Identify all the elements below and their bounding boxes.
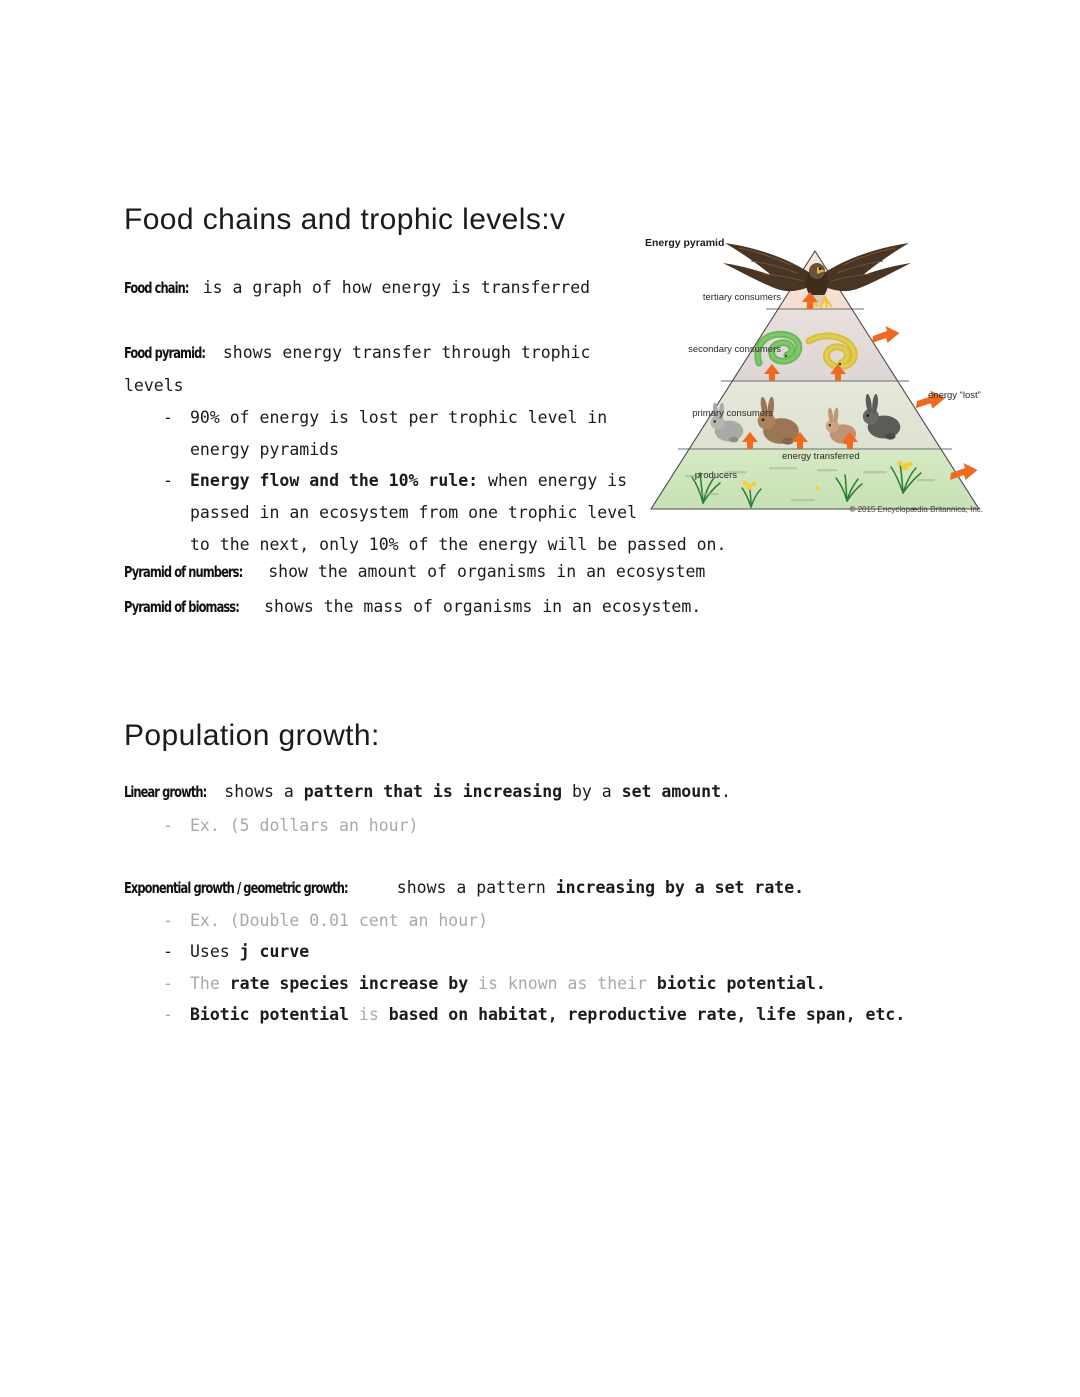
entry-text-food-chain: is a graph of how energy is transferred [202,278,591,297]
figure-label-energy-lost: energy “lost” [928,390,981,401]
bullet-marker-exp-example: - [163,911,173,930]
bullet-text-j-curve [190,942,309,961]
figure-copyright: © 2015 Encyclopædia Britannica, Inc. [849,505,983,514]
entry-label-pyramid-of-numbers: Pyramid of numbers: [124,563,243,581]
figure-label-primary-consumers: primary consumers [692,408,773,419]
exp-text-1: shows a pattern [396,878,556,897]
bullet-marker-biotic-potential-def: - [163,974,173,993]
entry-label-exponential-growth: Exponential growth / geometric growth: [124,879,348,897]
bullet-text-exp-example: Ex. (Double 0.01 cent an hour) [190,911,489,930]
entry-text-pyramid-of-numbers: show the amount of organisms in an ecosystem [268,562,706,581]
entry-label-pyramid-of-biomass: Pyramid of biomass: [124,598,239,616]
entry-text-food-pyramid-a: shows energy transfer through trophic [222,343,591,362]
page-title-population-growth: Population growth: [124,719,380,752]
linear-bold-2: set amount [621,782,722,801]
entry-label-linear-growth: Linear growth: [124,783,207,801]
entry-text-food-pyramid-b: levels [124,376,184,395]
energy-pyramid-figure [641,231,989,516]
bp-def-bold-1: rate species increase by [229,974,469,993]
linear-text-1: shows a [224,782,304,801]
entry-label-food-chain: Food chain: [124,279,189,297]
figure-label-producers: producers [694,470,737,481]
figure-label-energy-transferred: energy transferred [782,451,860,462]
bullet-text-10-percent-rule-line2: passed in an ecosystem from one trophic level [190,503,638,522]
bullet-text-biotic-potential-basis [190,1005,905,1024]
bullet-marker-linear-example: - [163,816,173,835]
bullet-marker-10-percent-rule: - [163,471,173,490]
entry-label-food-pyramid: Food pyramid: [124,344,206,362]
bullet-text-10-percent-rule-line1 [190,471,627,490]
linear-text-3: . [721,782,731,801]
bullet-marker-90-percent: - [163,408,173,427]
bp-basis-gray-1: is [348,1005,389,1024]
bold-lead-10-percent-rule: Energy flow and the 10% rule: [190,471,479,490]
entry-food-pyramid-line2 [124,376,184,395]
exp-bold-1: increasing by a set rate. [555,878,805,897]
bullet-text-10-percent-rule-line3: to the next, only 10% of the energy will be passed on. [190,535,727,554]
linear-bold-1: pattern that is increasing [303,782,563,801]
bullet-marker-biotic-potential-basis: - [163,1005,173,1024]
figure-label-secondary-consumers: secondary consumers [688,344,781,355]
bp-basis-bold-1: Biotic potential [190,1005,349,1024]
bp-def-gray-2: is known as their [468,974,657,993]
bullet-text-90-percent-line2: energy pyramids [190,440,340,459]
rule-text-a: when energy is [478,471,628,490]
j-curve-plain: Uses [190,942,240,961]
bp-def-bold-2: biotic potential. [656,974,826,993]
bullet-text-linear-example: Ex. (5 dollars an hour) [190,816,419,835]
bullet-text-90-percent-line1: 90% of energy is lost per trophic level in [190,408,608,427]
page-title-food-chains: Food chains and trophic levels:v [124,203,566,236]
entry-food-pyramid-line1 [124,343,590,363]
bullet-text-biotic-potential-def [190,974,826,993]
bullet-marker-j-curve: - [163,942,173,961]
linear-text-2: by a [562,782,622,801]
figure-label-tertiary-consumers: tertiary consumers [702,292,781,303]
j-curve-bold: j curve [239,942,310,961]
entry-pyramid-of-biomass [124,597,701,617]
entry-text-pyramid-of-biomass: shows the mass of organisms in an ecosystem. [264,597,702,616]
bp-basis-bold-2: based on habitat, reproductive rate, life span, etc. [388,1005,906,1024]
bp-def-gray-1: The [190,974,230,993]
figure-title: Energy pyramid [645,237,725,249]
entry-linear-growth [124,782,731,802]
entry-pyramid-of-numbers [124,562,705,582]
entry-exponential-growth [124,878,804,898]
entry-food-chain [124,278,590,298]
